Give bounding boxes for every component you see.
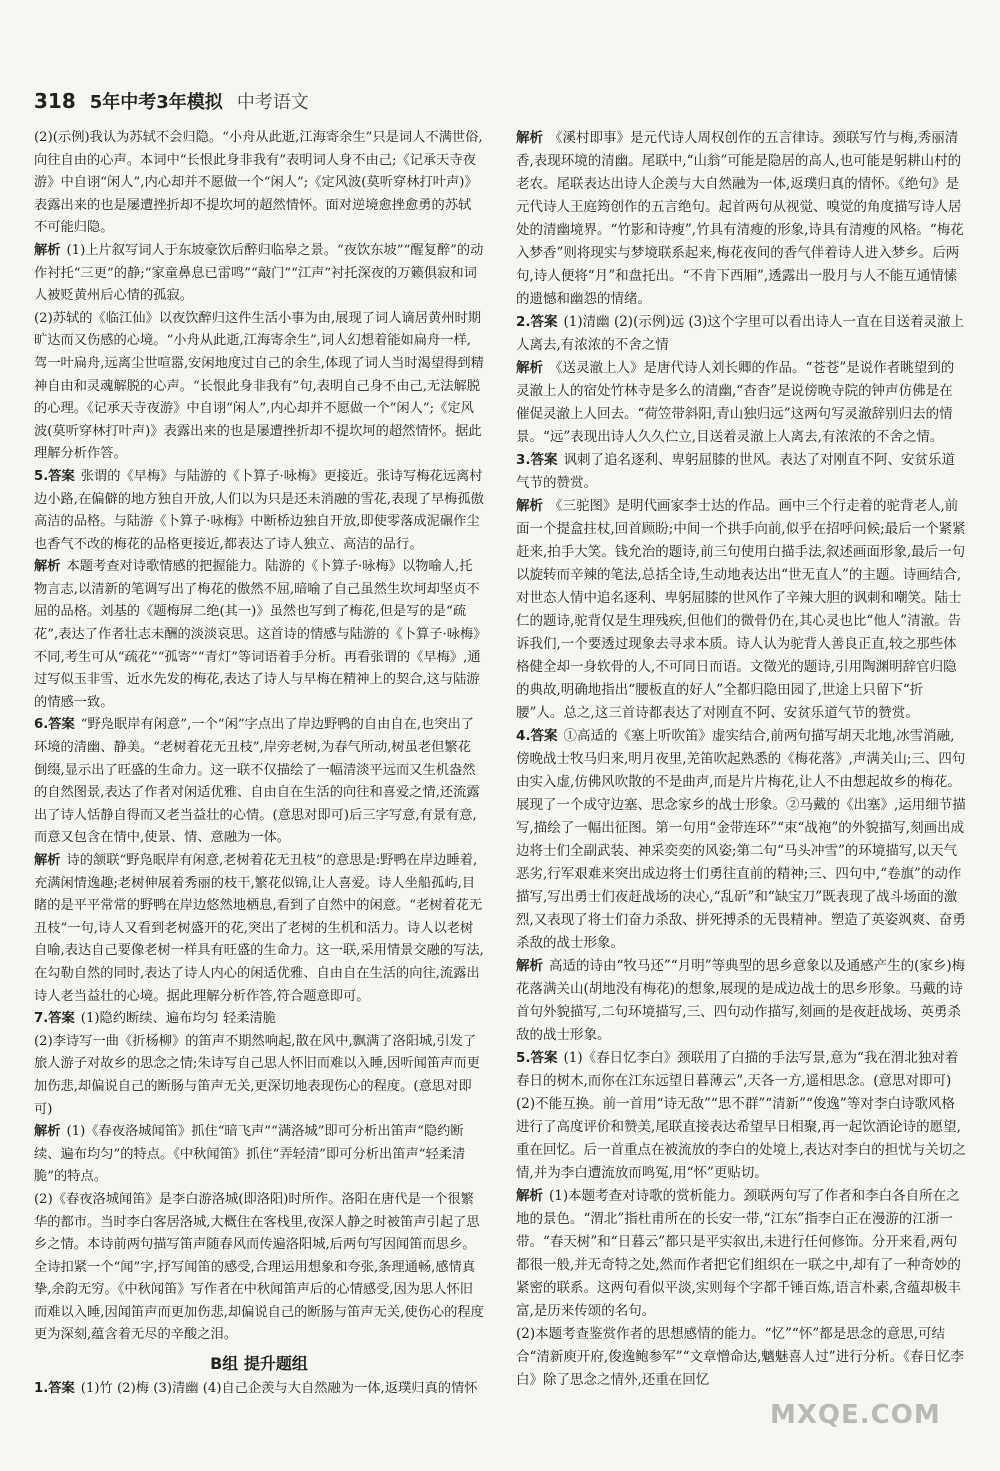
question-number: 2. [516, 314, 531, 330]
book-series-title: 5年中考3年模拟 [89, 92, 223, 113]
analysis-paragraph: (2)苏轼的《临江仙》以夜饮醉归这件生活小事为由,展现了词人谪居黄州时期旷达而又伤感的心境。“小舟从此逝,江海寄余生”,词人幻想着能如扁舟一样,驾一叶扁舟,远离尘世喧嚣,安闲地度过自己的余生,体现了词人当时渴望得到精神自由和灵魂解脱的心声。“长恨此身非我有”句,表明自己身不由己,无法解脱的心理。《记承天寺夜游》中自诩“闲人”,内心却并不愿做一个“闲人”;《定风波(莫听穿林打叶声)》表露出来的也是屡遭挫折却不提坎坷的超然情怀。据此理解分析作答。 [34, 310, 484, 462]
analysis-tag: 解析 [34, 1124, 61, 1140]
analysis-tag: 解析 [34, 559, 61, 575]
analysis-text: 《送灵澈上人》是唐代诗人刘长卿的作品。“苍苍”是说作者眺望到的灵澈上人的宿处竹林寺是多么的清幽,“杳杳”是说傍晚寺院的钟声仿佛是在催促灵澈上人回去。“荷笠带斜阳,青山独归远”这两句写灵澈辞别归去的情景。“远”表现出诗人久久伫立,目送着灵澈上人离去,有浓浓的不舍之情。 [516, 360, 955, 445]
answer-paragraph: (2)(示例)我认为苏轼不会归隐。“小舟从此逝,江海寄余生”只是词人不满世俗,向往自由的心声。本词中“长恨此身非我有”表明词人身不由己;《记承天寺夜游》中自诩“闲人”,内心却并不愿做一个“闲人”;《定风波(莫听穿林打叶声)》表露出来的也是屡遭挫折却不提坎坷的超然情怀。面对逆境愈挫愈勇的苏轼不可能归隐。 [34, 130, 483, 236]
analysis-paragraph [34, 240, 484, 308]
answer-tag: 答案 [48, 717, 75, 733]
question-7-answer-part2: (2)李诗写一曲《折杨柳》的笛声不期然响起,散在风中,飘满了洛阳城,引发了旅人游子对故乡的思念之情;朱诗写自己思人怀旧而难以入睡,因听闻笛声而更加伤悲,却偏说自己的断肠与笛声无关,更深切地表现伤心的程度。(意思对即可) [34, 1033, 480, 1117]
answer-text: (1)《春日忆李白》颈联用了白描的手法写景,意为“我在渭北独对着春日的树木,而你在江东远望日暮薄云”,天各一方,遥相思念。(意思对即可) [516, 1050, 959, 1089]
analysis-tag: 解析 [34, 242, 61, 258]
answer-text: (1)清幽 (2)(示例)远 (3)这个字里可以看出诗人一直在目送着灵澈上人离去,有浓浓的不舍之情 [516, 314, 965, 353]
b-question-4-answer [516, 725, 966, 955]
answer-text: 张谓的《早梅》与陆游的《卜算子·咏梅》更接近。张诗写梅花远离村边小路,在偏僻的地方独自开放,人们以为只是还未消融的雪花,表现了早梅孤傲高洁的品格。与陆游《卜算子·咏梅》中断桥边独自开放,即使零落成泥碾作尘也香气不改的梅花的品格更接近,都表达了诗人独立、高洁的品行。 [34, 468, 484, 552]
answer-text: (1)隐约断续、遍布均匀 轻柔清脆 [80, 1011, 277, 1027]
b-question-5-answer-part2: (2)不能互换。前一首用“诗无敌”“思不群”“清新”“俊逸”等对李白诗歌风格进行了高度评价和赞美,尾联直接表达希望早日相聚,再一起饮酒论诗的愿望,重在回忆。后一首重点在被流放的李白的处境上,表达对李白的担忧与关切之情,并为李白遭流放而鸣冤,用“怀”更贴切。 [516, 1096, 966, 1181]
analysis-tag: 解析 [516, 498, 543, 514]
b-question-1-analysis [516, 127, 966, 311]
b-question-2-analysis [516, 357, 966, 449]
page-number: 318 [34, 89, 76, 113]
question-7-answer [34, 1008, 484, 1031]
b-question-3-answer [516, 449, 966, 495]
analysis-text: 《三驼图》是明代画家李士达的作品。画中三个行走着的驼背老人,前面一个提盒拄杖,回首顾盼;中间一个拱手向前,似乎在招呼问候;最后一个紧紧赶来,拍手大笑。钱允治的题诗,前三句使用白描手法,叙述画面形象,最后一句以旋转而辛辣的笔法,总括全诗,生动地表达出“世无直人”的主题。诗画结合,对世态人情中追名逐利、卑躬屈膝的世风作了辛辣大胆的讽刺和嘲笑。陆士仁的题诗,驼背仅是生理残疾,但他们的微骨仍在,其心灵也比“他人”清澈。告诉我们,一个要透过现象去寻求本质。诗人认为驼背人善良正直,较之那些体格健全却一身软骨的人,不可同日而语。文徵光的题诗,引用陶渊明辞官归隐的典故,明确地指出“腰板直的好人”全都归隐田园了,世途上只留下“折腰”人。总之,这三首诗都表达了对刚直不阿、安贫乐道气节的赞赏。 [516, 498, 966, 721]
answer-text: ①高适的《塞上听吹笛》虚实结合,前两句描写胡天北地,冰雪消融,傍晚战士牧马归来,明月夜里,羌笛吹起熟悉的《梅花落》,声满关山;三、四句由实入虚,仿佛风吹散的不是曲声,而是片片梅花,让人不由想起故乡的梅花。展现了一个成守边塞、思念家乡的战士形象。②马戴的《出塞》,运用细节描写,描绘了一幅出征图。第一句用“金带连环”“束“战袍”的外貌描写,刻画出成边将士们全副武装、神采奕奕的风姿;第二句“马头冲雪”的环境描写,以天气恶劣,行军艰难来突出成边将士们勇往直前的精神;三、四句中,“卷旗”的动作描写,写出勇士们夜赶战场的决心,“乱斫”和“缺宝刀”既表现了战斗场面的激烈,又表现了将士们奋力杀敌、拼死搏杀的无畏精神。塑造了英姿飒爽、奋勇杀敌的战士形象。 [516, 728, 966, 951]
b-question-2-answer [516, 311, 966, 357]
analysis-text: (1)《春夜洛城闻笛》抓住“暗飞声”“满洛城”即可分析出笛声“隐约断续、遍布均匀”的特点。《中秋闻笛》抓住“弄轻清”即可分析出笛声“轻柔清脆”的特点。 [34, 1124, 466, 1185]
answer-text: 讽刺了追名逐利、卑躬屈膝的世风。表达了对刚直不阿、安贫乐道气节的赞赏。 [516, 452, 956, 491]
question-number: 3. [516, 452, 531, 468]
question-6-analysis [34, 850, 484, 1008]
question-number: 5. [516, 1050, 531, 1066]
answer-text: (1)竹 (2)梅 (3)清幽 (4)自己企羡与大自然融为一体,返璞归真的情怀 [80, 1380, 478, 1396]
page-header [34, 88, 309, 118]
question-number: 6. [34, 717, 49, 733]
subject-title: 中考语文 [236, 92, 309, 113]
analysis-tag: 解析 [516, 130, 543, 146]
question-7-analysis [34, 1121, 484, 1189]
analysis-text: 高适的诗由“牧马还”“月明”等典型的思乡意象以及通感产生的(家乡)梅花落满关山(胡地没有梅花)的想象,展现的是成边战士的思乡形象。马戴的诗首句外貌描写,二句环境描写,三、四句动作描写,刻画的是夜赶战场、英勇杀敌的战士形象。 [516, 958, 966, 1043]
b-question-3-analysis [516, 495, 966, 725]
analysis-text: (1)本题考查对诗歌的赏析能力。颈联两句写了作者和李白各自所在之地的景色。“渭北”指杜甫所在的长安一带,“江东”指李白正在漫游的江浙一带。“春天树”和“日暮云”都只是平实叙出,未进行任何修饰。分开来看,两句都很一般,并无奇特之处,然而作者把它们组织在一联之中,却有了一种奇妙的紧密的联系。这两句看似平淡,实则每个字都千锤百炼,语言朴素,含蕴却极丰富,是历来传颂的名句。 [516, 1188, 961, 1319]
answer-tag: 答案 [48, 1011, 75, 1027]
question-number: 5. [34, 468, 49, 484]
answer-tag: 答案 [530, 452, 558, 468]
analysis-text: 诗的颔联“野凫眠岸有闲意,老树着花无丑枝”的意思是:野鸭在岸边睡着,充满闲情逸趣;老树伸展着秀丽的枝干,繁花似锦,让人喜爱。诗人坐船孤屿,目睹的是平平常常的野鸭在岸边悠然地栖息,看到了自然中的闲意。“老树着花无丑枝”一句,诗人又看到老树盛开的花,突出了老树的生机和活力。诗人以老树自喻,表达自己要像老树一样具有旺盛的生命力。这一联,采用情景交融的写法,在勾勒自然的同时,表达了诗人内心的闲适优雅、自由自在生活的向往,流露出诗人老当益壮的心境。据此理解分析作答,符合题意即可。 [34, 853, 484, 1004]
question-number: 1. [34, 1380, 49, 1396]
analysis-tag: 解析 [516, 360, 543, 376]
analysis-tag: 解析 [516, 1188, 543, 1204]
answer-tag: 答案 [530, 728, 558, 744]
answer-tag: 答案 [48, 1380, 75, 1396]
b-question-5-analysis-part2: (2)本题考查鉴赏作者的思想感情的能力。“忆”“怀”都是思念的意思,可结合“清新庾开府,俊逸鲍参军”“文章憎命达,魑魅喜人过”进行分析。《春日忆李白》除了思念之情外,还重在回忆 [516, 1326, 964, 1388]
b-question-4-analysis [516, 955, 966, 1047]
question-5-answer [34, 466, 484, 556]
question-number: 7. [34, 1011, 49, 1027]
analysis-text: 《溪村即事》是元代诗人周权创作的五言律诗。颈联写竹与梅,秀丽清香,表现环境的清幽。尾联中,“山翁”可能是隐居的高人,也可能是躬耕山村的老农。尾联表达出诗人企羡与大自然融为一体,返璞归真的情怀。《绝句》是元代诗人王庭筠创作的五言绝句。起首两句从视觉、嗅觉的角度描写诗人居处的清幽境界。“竹影和诗瘦”,竹具有清瘦的形象,诗具有清瘦的风格。“梅花入梦香”则将现实与梦境联系起来,梅花夜间的香气伴着诗人进入梦乡。后两句,诗人便将“月”和盘托出。“不肯下西厢”,透露出一股月与人不能互通情愫的遗憾和幽怨的情绪。 [516, 130, 964, 307]
b-question-5-answer [516, 1047, 966, 1093]
site-watermark: MXQE.COM [770, 1400, 941, 1430]
answer-tag: 答案 [530, 1050, 558, 1066]
question-6-answer [34, 714, 484, 850]
answer-text: “野凫眠岸有闲意”,一个“闲”字点出了岸边野鸭的自由自在,也突出了环境的清幽、静美。“老树着花无丑枝”,岸旁老树,为春气所动,树虽老但繁花倒缀,显示出了旺盛的生命力。这一联不仅描绘了一幅清淡平远而又生机盎然的自然图景,表达了作者对闲适优雅、自由自在生活的向往和喜爱之情,还流露出了诗人恬静自得而又老当益壮的心情。(意思对即可)后三字写意,有景有意,而意又包含在情中,使景、情、意融为一体。 [34, 717, 480, 846]
section-b-heading: B组 提升题组 [210, 1354, 308, 1374]
question-7-analysis-part2: (2)《春夜洛城闻笛》是李白游洛城(即洛阳)时所作。洛阳在唐代是一个很繁华的都市。当时李白客居洛城,大概住在客栈里,夜深人静之时被笛声引起了思乡之情。本诗前两句描写笛声随春风而传遍洛阳城,后两句写因闻笛而思乡。全诗扣紧一个“闻”字,抒写闻笛的感受,合理运用想象和夸张,条理通畅,感情真挚,余韵无穷。《中秋闻笛》写作者在中秋闻笛声后的心情感受,因为思人怀旧而难以入睡,因闻笛声而更加伤悲,却偏说自己的断肠与笛声无关,使伤心的程度更为深刻,蕴含着无尽的辛酸之泪。 [34, 1191, 484, 1343]
analysis-text: 本题考查对诗歌情感的把握能力。陆游的《卜算子·咏梅》以物喻人,托物言志,以清新的笔调写出了梅花的傲然不屈,暗喻了自己虽然生坎坷却坚贞不屈的品格。刘基的《题梅屏二绝(其一)》虽然也写到了梅花,但是写的是“疏花”,表达了作者壮志未酬的淡淡哀思。这首诗的情感与陆游的《卜算子·咏梅》不同,考生可从“疏花”“孤寄”“青灯”等词语着手分析。再看张谓的《早梅》,通过写似玉非雪、近水先发的梅花,表达了诗人与早梅在精神上的契合,这与陆游的情感一致。 [34, 559, 481, 710]
b-question-5-analysis [516, 1185, 966, 1323]
analysis-text: (1)上片叙写词人于东坡豪饮后醉归临皋之景。“夜饮东坡”“醒复醉”的动作衬托“三更”的静;“家童鼻息已雷鸣”“敲门”“江声”衬托深夜的万籁俱寂和词人被贬黄州后心情的孤寂。 [34, 242, 484, 304]
question-number: 4. [516, 728, 531, 744]
question-5-analysis [34, 556, 484, 714]
b-question-1-answer [34, 1378, 484, 1401]
analysis-tag: 解析 [34, 853, 61, 868]
answer-tag: 答案 [530, 314, 558, 330]
analysis-tag: 解析 [516, 958, 543, 974]
answer-tag: 答案 [48, 468, 75, 484]
left-column [34, 127, 484, 1400]
right-column [516, 127, 966, 1392]
